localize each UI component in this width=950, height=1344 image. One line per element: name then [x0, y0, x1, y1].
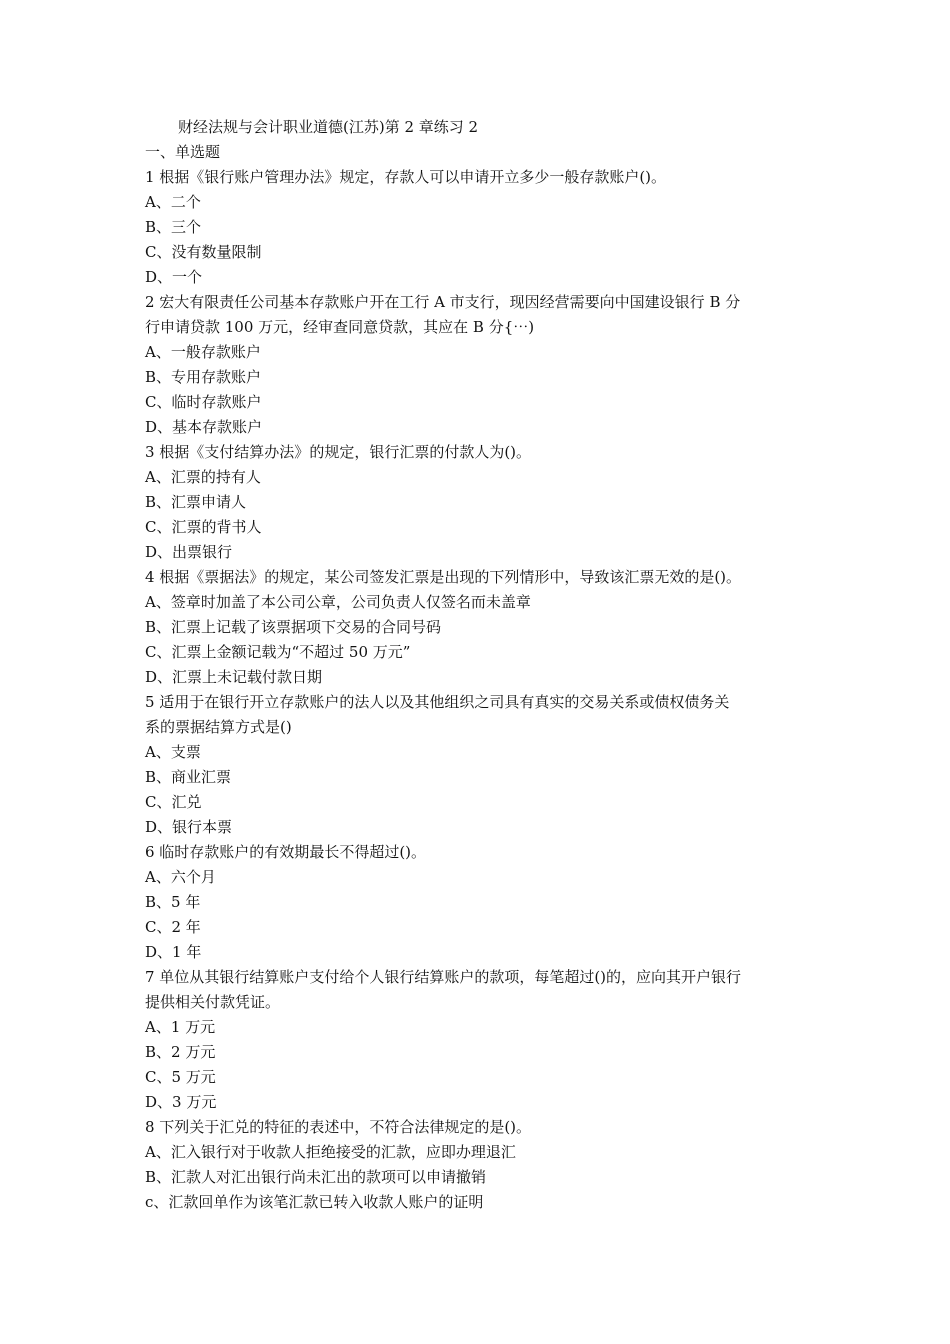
- answer-option: C、汇票的背书人: [145, 518, 262, 536]
- answer-option: B、汇票上记载了该票据项下交易的合同号码: [145, 618, 442, 636]
- question-block: [145, 290, 810, 440]
- answer-option: B、汇票申请人: [145, 493, 247, 511]
- answer-option: B、三个: [145, 218, 202, 236]
- answer-option: B、汇款人对汇出银行尚未汇出的款项可以申请撤销: [145, 1168, 487, 1186]
- answer-option: A、支票: [145, 743, 201, 761]
- question-text: 6 临时存款账户的有效期最长不得超过()。: [145, 843, 427, 861]
- answer-option: D、1 年: [145, 943, 202, 961]
- answer-option: A、一般存款账户: [145, 343, 261, 361]
- answer-option: c、汇款回单作为该笔汇款已转入收款人账户的证明: [145, 1193, 484, 1211]
- section-heading: 一、单选题: [145, 143, 221, 161]
- answer-option: D、银行本票: [145, 818, 233, 836]
- answer-option: A、汇入银行对于收款人拒绝接受的汇款，应即办理退汇: [145, 1143, 516, 1161]
- answer-option: B、专用存款账户: [145, 368, 262, 386]
- question-text: 4 根据《票据法》的规定，某公司签发汇票是出现的下列情形中，导致该汇票无效的是()。: [145, 568, 742, 586]
- answer-option: B、5 年: [145, 893, 201, 911]
- answer-option: D、基本存款账户: [145, 418, 263, 436]
- answer-option: D、汇票上未记载付款日期: [145, 668, 323, 686]
- answer-option: D、3 万元: [145, 1093, 217, 1111]
- answer-option: A、1 万元: [145, 1018, 216, 1036]
- question-block: [145, 440, 810, 565]
- answer-option: B、商业汇票: [145, 768, 232, 786]
- answer-option: D、出票银行: [145, 543, 233, 561]
- question-block: [145, 565, 810, 690]
- answer-option: C、汇票上金额记载为“不超过 50 万元”: [145, 643, 411, 661]
- question-block: [145, 1115, 810, 1215]
- answer-option: C、没有数量限制: [145, 243, 262, 261]
- answer-option: A、六个月: [145, 868, 216, 886]
- question-text: 2 宏大有限责任公司基本存款账户开在工行 A 市支行，现因经营需要向中国建设银行 B 分: [145, 293, 741, 311]
- answer-option: B、2 万元: [145, 1043, 216, 1061]
- document-title: 财经法规与会计职业道德(江苏)第 2 章练习 2: [178, 118, 479, 136]
- answer-option: C、临时存款账户: [145, 393, 262, 411]
- question-text: 系的票据结算方式是(): [145, 718, 292, 736]
- question-block: [145, 690, 810, 840]
- document-page: [145, 115, 810, 1215]
- answer-option: A、汇票的持有人: [145, 468, 261, 486]
- question-block: [145, 965, 810, 1115]
- answer-option: A、二个: [145, 193, 201, 211]
- answer-option: C、2 年: [145, 918, 201, 936]
- answer-option: C、5 万元: [145, 1068, 216, 1086]
- question-block: [145, 840, 810, 965]
- question-block: [145, 165, 810, 290]
- answer-option: D、一个: [145, 268, 203, 286]
- question-text: 行申请贷款 100 万元，经审查同意贷款，其应在 B 分{⋯): [145, 318, 535, 336]
- answer-option: C、汇兑: [145, 793, 202, 811]
- question-text: 1 根据《银行账户管理办法》规定，存款人可以申请开立多少一般存款账户()。: [145, 168, 667, 186]
- question-text: 8 下列关于汇兑的特征的表述中，不符合法律规定的是()。: [145, 1118, 532, 1136]
- question-text: 7 单位从其银行结算账户支付给个人银行结算账户的款项，每笔超过()的，应向其开户银行: [145, 968, 742, 986]
- question-text: 3 根据《支付结算办法》的规定，银行汇票的付款人为()。: [145, 443, 532, 461]
- question-list: [145, 165, 810, 1215]
- answer-option: A、签章时加盖了本公司公章，公司负责人仅签名而未盖章: [145, 593, 531, 611]
- question-text: 5 适用于在银行开立存款账户的法人以及其他组织之司具有真实的交易关系或债权债务关: [145, 693, 730, 711]
- question-text: 提供相关付款凭证。: [145, 993, 281, 1011]
